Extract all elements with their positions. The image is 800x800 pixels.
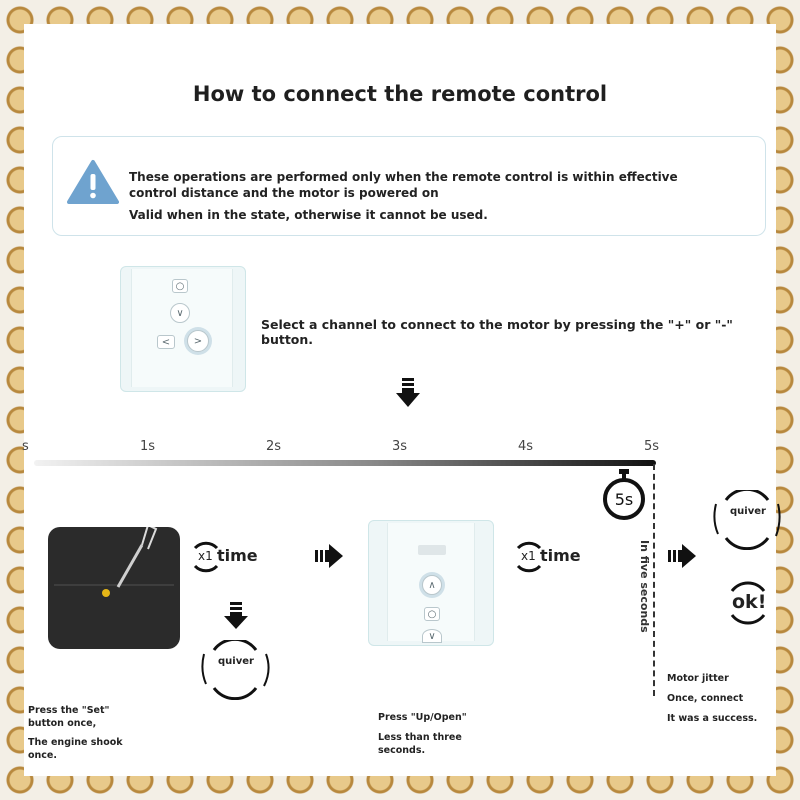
down-button-icon: ∨ (422, 629, 442, 643)
timeline-bar (34, 460, 656, 466)
instruction-sheet (24, 24, 776, 776)
set-caption-line1: Press the "Set" button once, (28, 705, 110, 729)
step1-instruction: Select a channel to connect to the motor by pressing the "+" or "-" button. (261, 317, 733, 347)
quiver-badge-2 (712, 490, 784, 550)
stop-button-icon: ○ (424, 607, 440, 621)
remote-body (387, 523, 475, 641)
tick-4s: 4s (518, 439, 534, 454)
timeline (24, 439, 776, 479)
time-label: time (217, 546, 258, 565)
down-button-icon: ∨ (170, 303, 190, 323)
up-button-icon: ∧ (422, 575, 442, 595)
right-arrow-icon (315, 544, 343, 568)
stopwatch-icon (600, 469, 648, 521)
tick-5s: 5s (644, 439, 660, 454)
quiver-badge-1 (200, 640, 272, 700)
notice-line-1: These operations are performed only when the remote control is within effective control distance and the motor is powered on (129, 170, 678, 200)
right-button-icon: > (187, 330, 209, 352)
set-caption (28, 704, 148, 762)
x1-label: x1 (521, 549, 536, 563)
x1-time-badge-2 (512, 536, 582, 580)
tick-1s: 1s (140, 439, 156, 454)
notice-box (52, 136, 766, 236)
left-button-icon: < (157, 335, 175, 349)
x1-time-badge-1 (189, 536, 259, 580)
page-title: How to connect the remote control (192, 82, 608, 106)
result-caption-line2: Once, connect (667, 693, 744, 704)
remote-up-image (368, 520, 494, 646)
in-five-seconds-label: In five seconds (638, 540, 651, 633)
down-arrow-icon (224, 602, 248, 630)
tick-2s: 2s (266, 439, 282, 454)
tick-0s: s (22, 439, 29, 454)
motor-device (48, 527, 180, 649)
vibration-icon (200, 640, 272, 700)
stopwatch-label: 5s (614, 490, 634, 509)
quiver-label: quiver (730, 506, 766, 517)
remote-body (131, 269, 233, 387)
warning-icon (67, 159, 119, 205)
ok-label: ok! (732, 591, 767, 613)
result-caption-line1: Motor jitter (667, 673, 729, 684)
result-caption-line3: It was a success. (667, 713, 758, 724)
five-second-divider (653, 464, 655, 696)
tick-3s: 3s (392, 439, 408, 454)
up-caption-line1: Press "Up/Open" (378, 712, 467, 723)
up-caption (378, 711, 488, 757)
ok-badge (724, 579, 772, 627)
vibration-icon (712, 490, 784, 550)
set-caption-line2: The engine shook once. (28, 737, 123, 761)
time-label: time (540, 546, 581, 565)
x1-label: x1 (198, 549, 213, 563)
down-arrow-icon (396, 378, 420, 408)
quiver-label: quiver (218, 656, 254, 667)
right-arrow-icon (668, 544, 696, 568)
notice-line-2: Valid when in the state, otherwise it cannot be used. (129, 208, 488, 222)
remote-channel-image (120, 266, 246, 392)
stop-button-icon: ○ (172, 279, 188, 293)
remote-display (418, 545, 446, 555)
up-caption-line2: Less than three seconds. (378, 732, 462, 756)
result-caption (667, 669, 775, 729)
